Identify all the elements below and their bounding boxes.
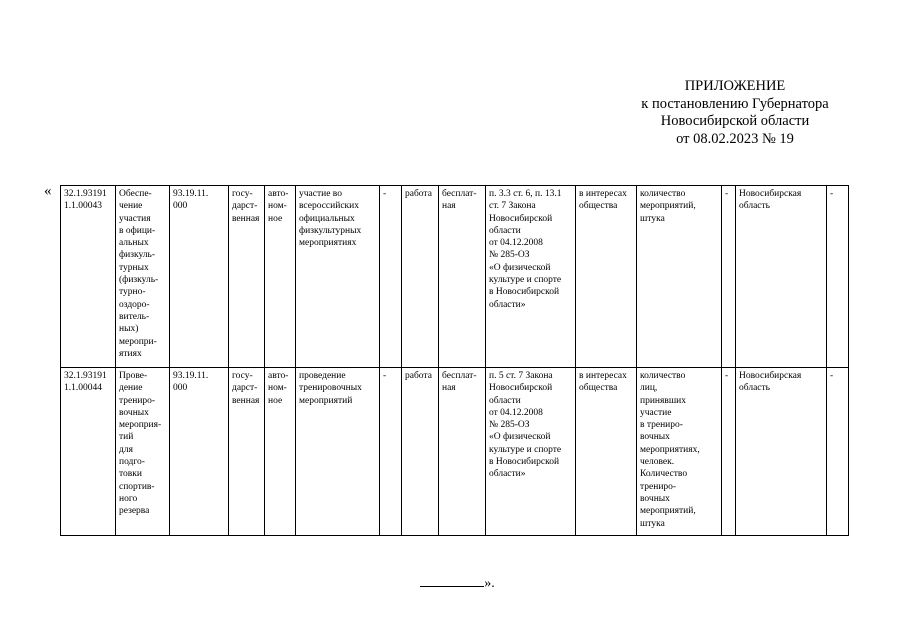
opening-quote: « <box>44 183 52 199</box>
registry-code-cell: 32.1.93191 1.1.00043 <box>61 186 116 368</box>
ownership-cell: госу- дарст- венная <box>229 186 265 368</box>
services-table <box>60 185 849 536</box>
closing-quote: ». <box>484 576 495 591</box>
authority-cell: Новосибирская область <box>736 186 827 368</box>
ownership-cell: госу- дарст- венная <box>229 368 265 536</box>
okved-cell: 93.19.11. 000 <box>170 186 229 368</box>
conditions-cell: - <box>380 368 402 536</box>
conditions-cell: - <box>380 186 402 368</box>
service-name-cell: Прове- дение трениро- вочных мероприя- тий для подго- товки спортив- ного резерва <box>116 368 170 536</box>
legal-basis-cell: п. 3.3 ст. 6, п. 13.1 ст. 7 Закона Новосибирской области от 04.12.2008 № 285-ОЗ «О физической культуре и спорте в Новосибирской области» <box>486 186 576 368</box>
okved-cell: 93.19.11. 000 <box>170 368 229 536</box>
consumers-cell: в интересах общества <box>576 186 637 368</box>
registry-code-cell: 32.1.93191 1.1.00044 <box>61 368 116 536</box>
appendix-header <box>600 78 870 148</box>
quality-cell: - <box>722 368 736 536</box>
appendix-title: ПРИЛОЖЕНИЕ <box>684 78 786 94</box>
closing-line <box>0 573 905 592</box>
table-row <box>61 186 849 368</box>
indicator-cell: количество лиц, принявших участие в трениро- вочных мероприятиях, человек. Количество трениро- вочных мероприятий, штука <box>637 368 722 536</box>
appendix-decree-ref: к постановлению Губернатора <box>641 95 829 112</box>
authority-cell: Новосибирская область <box>736 368 827 536</box>
notes-cell: - <box>827 368 849 536</box>
payment-cell: бесплат- ная <box>439 186 486 368</box>
quality-cell: - <box>722 186 736 368</box>
table-row <box>61 368 849 536</box>
kind-cell: работа <box>402 368 439 536</box>
service-name-cell: Обеспе- чение участия в офици- альных физкуль- турных (физкуль- турно- оздоро- витель- ных) меропри- ятиях <box>116 186 170 368</box>
content-cell: участие во всероссийских официальных физкультурных мероприятиях <box>296 186 380 368</box>
kind-cell: работа <box>402 186 439 368</box>
consumers-cell: в интересах общества <box>576 368 637 536</box>
appendix-region: Новосибирской области <box>660 113 810 129</box>
content-cell: проведение тренировочных мероприятий <box>296 368 380 536</box>
legal-basis-cell: п. 5 ст. 7 Закона Новосибирской области от 04.12.2008 № 285-ОЗ «О физической культуре и спорте в Новосибирской области» <box>486 368 576 536</box>
indicator-cell: количество мероприятий, штука <box>637 186 722 368</box>
signature-underline <box>420 573 484 587</box>
payment-cell: бесплат- ная <box>439 368 486 536</box>
institution-type-cell: авто- ном- ное <box>265 368 296 536</box>
appendix-date-number: от 08.02.2023 № 19 <box>676 130 794 147</box>
institution-type-cell: авто- ном- ное <box>265 186 296 368</box>
notes-cell: - <box>827 186 849 368</box>
